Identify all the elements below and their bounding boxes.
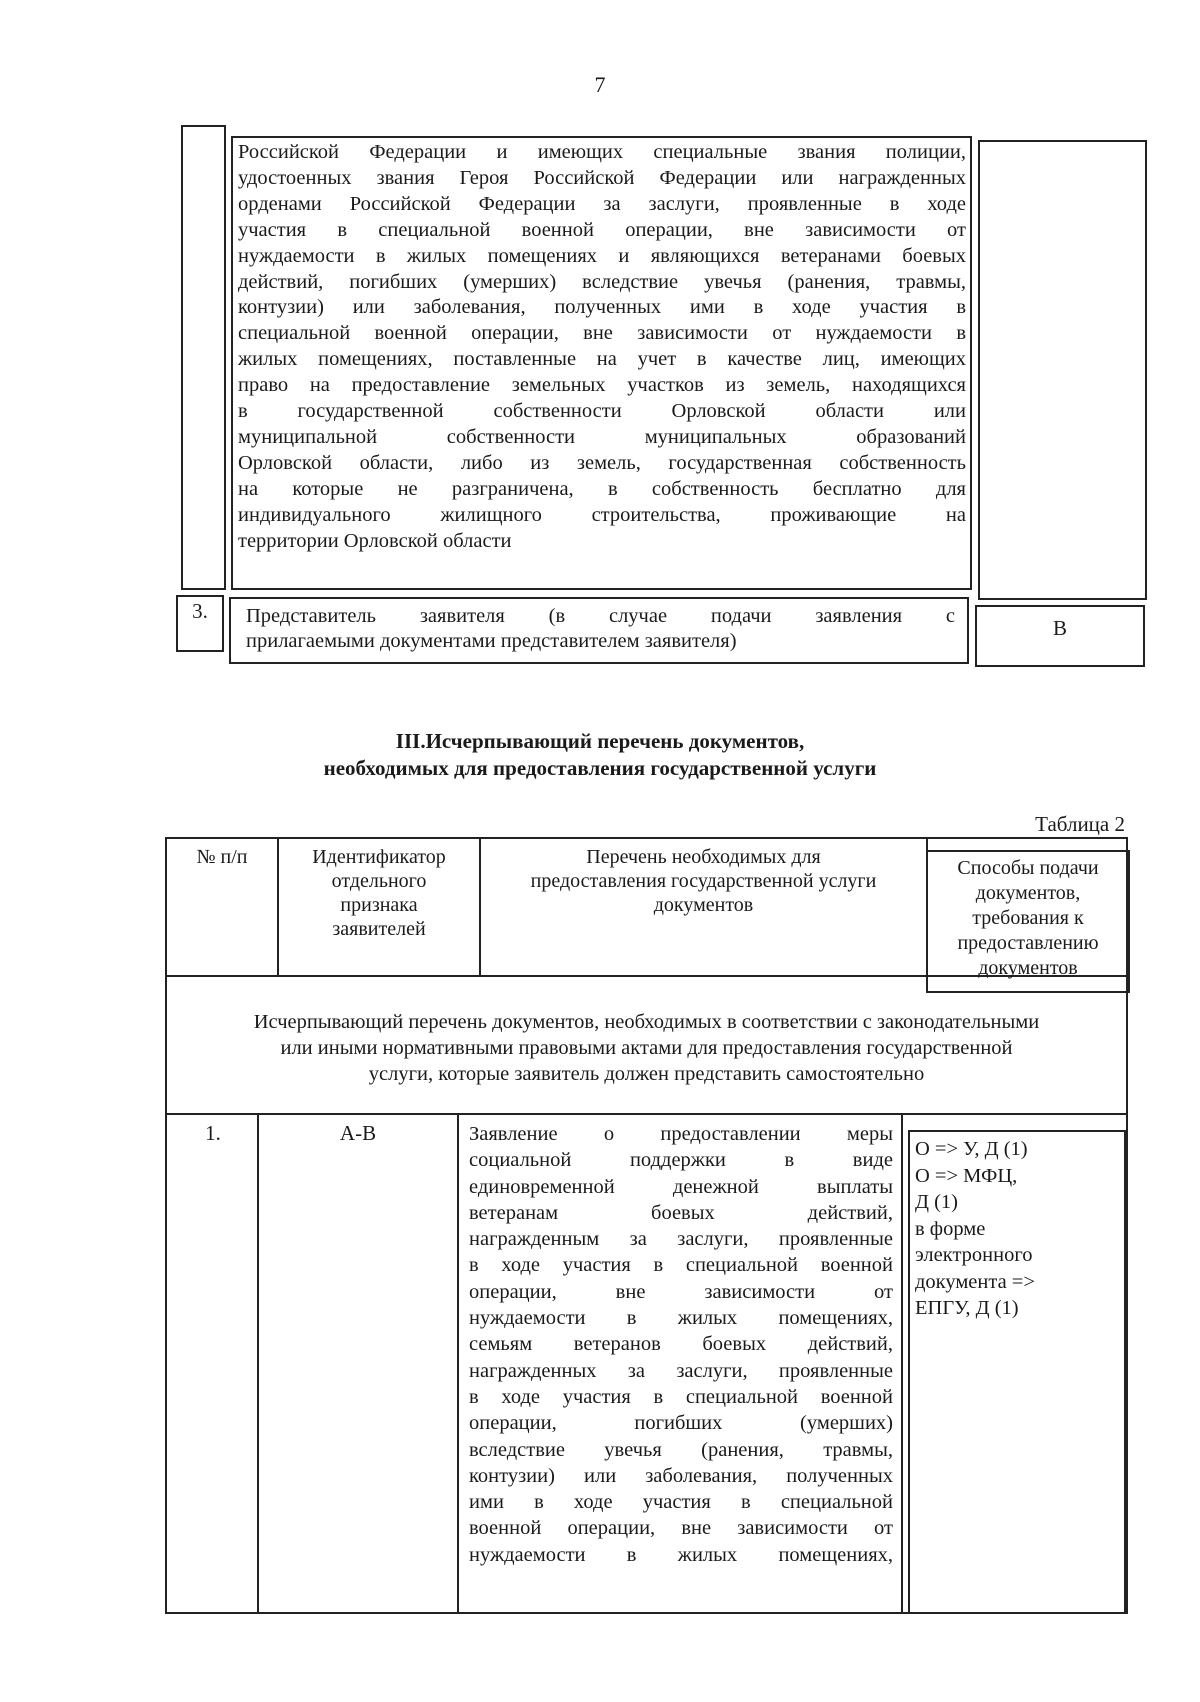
section-title — [0, 728, 1200, 782]
table1-continued-text — [233, 138, 970, 555]
table1-code-cell-continued — [978, 140, 1147, 600]
text-line: на которые не разграничена, в собственность бесплатно для — [238, 477, 966, 500]
text-line: единовременной денежной выплаты — [469, 1175, 893, 1198]
text-line: нуждаемости в жилых помещениях, — [469, 1543, 893, 1566]
header-line: предоставления государственной услуги — [530, 870, 877, 892]
table1-number-cell-continued — [181, 125, 226, 590]
text-line: муниципальной собственности муниципальных образований — [238, 425, 966, 448]
header-num-label: № п/п — [196, 846, 248, 868]
row1-method-text — [910, 1132, 1124, 1322]
row-number: 3. — [192, 599, 208, 623]
text-line: нуждаемости в жилых помещениях и являющихся ветеранами боевых — [238, 244, 966, 267]
row-number: 1. — [205, 1121, 221, 1145]
text-line: специальной военной операции, вне зависимости от нуждаемости в — [238, 322, 966, 345]
text-line: в государственной собственности Орловской области или — [238, 400, 966, 423]
text-line: удостоенных звания Героя Российской Федерации или награжденных — [238, 166, 966, 189]
header-line: Идентификатор — [312, 846, 446, 868]
span-row-line: услуги, которые заявитель должен представить самостоятельно — [368, 1063, 925, 1085]
text-line: Представитель заявителя (в случае подачи заявления с — [246, 605, 955, 627]
text-line: действий, погибших (умерших) вследствие увечья (ранения, травмы, — [238, 270, 966, 293]
header-line: требования к — [972, 907, 1084, 929]
text-line: контузии) или заболевания, полученных — [469, 1464, 893, 1487]
section-title-line: III.Исчерпывающий перечень документов, — [395, 729, 805, 753]
text-line: ветеранам боевых действий, — [469, 1201, 893, 1224]
text-line: индивидуального жилищного строительства, проживающие на — [238, 503, 966, 526]
table2-span-row — [165, 975, 1128, 1115]
text-line: награжденным за заслуги, проявленные — [469, 1228, 893, 1251]
page-number: 7 — [594, 72, 606, 97]
text-line: вследствие увечья (ранения, травмы, — [469, 1438, 893, 1461]
text-line: Заявление о предоставлении меры — [469, 1123, 893, 1145]
table1-row3-number-cell — [176, 595, 224, 652]
text-line: участия в специальной военной операции, вне зависимости от — [238, 218, 966, 241]
text-line: контузии) или заболевания, полученных ими в ходе участия в — [238, 296, 966, 319]
table2-header-identifier — [277, 837, 481, 977]
header-line: отдельного — [331, 870, 427, 892]
header-line: признака — [340, 894, 418, 916]
text-line: орденами Российской Федерации за заслуги, проявленные в ходе — [238, 192, 966, 215]
span-row-line: или иными нормативными правовыми актами для предоставления государственной — [280, 1037, 1013, 1059]
table1-row3-code-cell — [975, 605, 1145, 667]
text-line: прилагаемыми документами представителем заявителя) — [246, 630, 737, 652]
text-line: в ходе участия в специальной военной — [469, 1385, 893, 1408]
table2-row1-identifier-cell — [257, 1113, 459, 1614]
text-line: социальной поддержки в виде — [469, 1149, 893, 1172]
text-line: операции, погибших (умерших) — [469, 1412, 893, 1435]
method-line: Д (1) — [915, 1191, 959, 1213]
header-line: документов — [653, 894, 754, 916]
table2-row1-documents-cell — [457, 1113, 903, 1614]
method-line: О => МФЦ, — [915, 1164, 1018, 1187]
text-line: военной операции, вне зависимости от — [469, 1517, 893, 1540]
text-line: семьям ветеранов боевых действий, — [469, 1333, 893, 1356]
text-line: право на предоставление земельных участков из земель, находящихся — [238, 374, 966, 397]
text-line: территории Орловской области — [238, 529, 512, 552]
table1-row3-text-cell — [229, 597, 969, 664]
text-line: Орловской области, либо из земель, государственная собственность — [238, 451, 966, 474]
table2-row1-number-cell — [165, 1113, 259, 1614]
section-title-line: необходимых для предоставления государственной услуги — [323, 756, 877, 780]
method-line: электронного — [915, 1244, 1033, 1266]
header-line: документов, — [975, 882, 1081, 904]
text-line: ими в ходе участия в специальной — [469, 1491, 893, 1514]
applicant-code: В — [1052, 616, 1067, 640]
text-line: операции, вне зависимости от — [469, 1280, 893, 1303]
text-line: жилых помещениях, поставленные на учет в качестве лиц, имеющих — [238, 348, 966, 371]
span-row-line: Исчерпывающий перечень документов, необходимых в соответствии с законодательными — [253, 1011, 1040, 1033]
header-line: заявителей — [332, 918, 426, 940]
header-line: предоставлению — [957, 932, 1099, 954]
table2-header-methods — [926, 850, 1130, 993]
table1-text-cell-continued — [231, 136, 972, 590]
method-line: ЕПГУ, Д (1) — [915, 1297, 1019, 1319]
header-line: документов — [978, 957, 1078, 979]
text-line: награжденных за заслуги, проявленные — [469, 1359, 893, 1382]
method-line: документа => — [915, 1270, 1035, 1293]
text-line: Российской Федерации и имеющих специальные звания полиции, — [238, 141, 966, 163]
header-line: Способы подачи — [957, 857, 1099, 879]
applicant-identifier: А-В — [339, 1121, 377, 1145]
table2-row1-methods-cell — [908, 1130, 1126, 1614]
header-line: Перечень необходимых для — [586, 846, 821, 868]
row1-document-text — [459, 1115, 901, 1568]
table2-header-num — [165, 837, 279, 977]
text-line: нуждаемости в жилых помещениях, — [469, 1307, 893, 1330]
text-line: в ходе участия в специальной военной — [469, 1254, 893, 1277]
method-line: О => У, Д (1) — [915, 1138, 1028, 1160]
method-line: в форме — [915, 1217, 986, 1240]
table-caption: Таблица 2 — [1035, 812, 1125, 836]
table2-header-documents — [479, 837, 928, 977]
